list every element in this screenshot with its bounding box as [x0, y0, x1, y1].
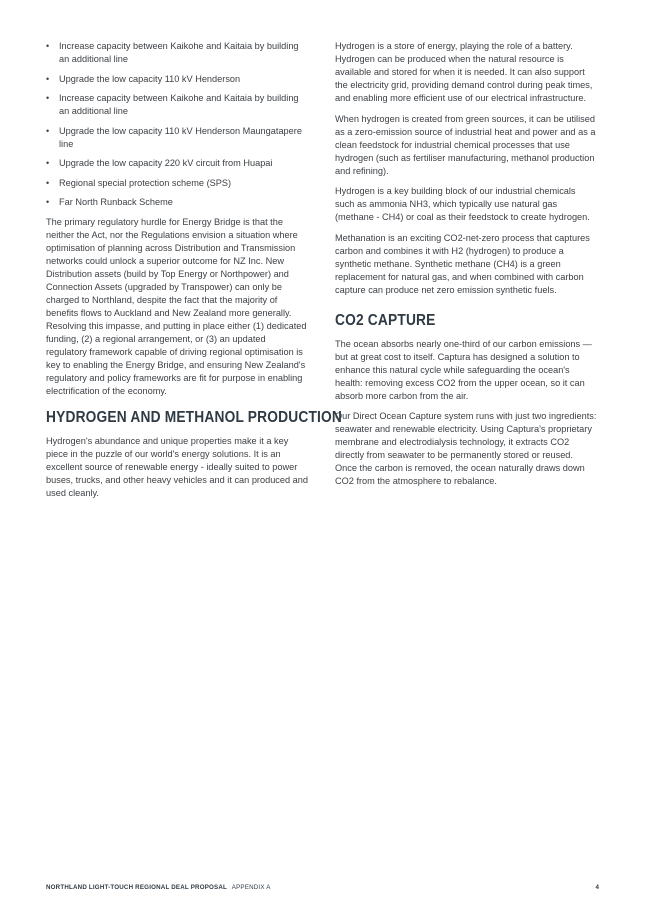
- hydrogen-section-heading: HYDROGEN AND METHANOL PRODUCTION: [46, 408, 343, 426]
- co2-capture-heading: CO2 CAPTURE: [335, 311, 436, 329]
- list-item: • Far North Runback Scheme: [46, 196, 308, 209]
- ocean-absorbs-paragraph: The ocean absorbs nearly one-third of our carbon emissions — but at great cost to itself. Captura has designed a solution to enhance this natural cycle while safeguarding the ocean's health: removing excess CO2 from the upper ocean, so it can absorb more carbon from the air.: [335, 338, 592, 401]
- direct-ocean-capture-paragraph: Our Direct Ocean Capture system runs with just two ingredients: seawater and renewable electricity. Using Captura's proprietary membrane and electrodialysis technology, it extracts CO2 directly from seawater to be permanently stored or reused. Once the carbon is removed, the ocean naturally draws down CO2 from the atmosphere to rebalance.: [335, 411, 597, 486]
- page-number: 4: [595, 884, 599, 891]
- list-item: • Increase capacity between Kaikohe and Kaitaia by building an additional line: [46, 92, 308, 118]
- page-footer: [46, 884, 599, 891]
- list-item: • Upgrade the low capacity 110 kV Henderson: [46, 73, 308, 86]
- right-column: [335, 40, 597, 496]
- chemicals-paragraph: Hydrogen is a key building block of our industrial chemicals such as ammonia NH3, which typically use natural gas (methane - CH4) or coal as their feedstock to create hydrogen.: [335, 186, 590, 222]
- list-item: • Upgrade the low capacity 220 kV circuit from Huapai: [46, 157, 308, 170]
- hydrogen-storage-paragraph: Hydrogen is a store of energy, playing the role of a battery. Hydrogen can be produced when the natural resource is available and stored for when it is needed. It can also support the electricity grid, providing demand control during peak times, and enabling more efficient use of our electrical infrastructure.: [335, 41, 593, 103]
- footer-title: NORTHLAND LIGHT-TOUCH REGIONAL DEAL PROPOSAL: [46, 884, 228, 891]
- list-item: • Regional special protection scheme (SPS): [46, 177, 308, 190]
- footer-subtitle: APPENDIX A: [231, 884, 271, 891]
- upgrade-list: [46, 40, 308, 209]
- green-hydrogen-paragraph: When hydrogen is created from green sources, it can be utilised as a zero-emission source of industrial heat and power and as a clean feedstock for industrial chemical processes that use hydrogen (such as fertiliser manufacturing, methanol production and refining).: [335, 113, 596, 176]
- left-column: [46, 40, 343, 507]
- methanation-paragraph: Methanation is an exciting CO2-net-zero process that captures carbon and combines it with H2 (hydrogen) to produce a synthetic methane. Synthetic methane (CH4) is a green replacement for natural gas, and when combined with carbon capture can produce net zero emission synthetic fuels.: [335, 232, 590, 295]
- regulatory-hurdle-paragraph: The primary regulatory hurdle for Energy Bridge is that the neither the Act, nor the Regulations envision a situation where optimisation of planning across Distribution and Transmission networks could unlock a superior outcome for NZ Inc. New Distribution assets (build by Top Energy or Northpower) and Connection Assets (upgraded by Transpower) can only be charged to Northland, despite the fact that the majority of benefits flows to Auckland and New Zealand more generally. Resolving this impasse, and putting in place either (1) dedicated funding, (2) a regional arrangement, or (3) an updated regulatory framework capable of driving regional optimisation is key to enabling the Energy Bridge, and ensuring New Zealand's regulatory and policy frameworks are fit for purpose in enabling electrification of the economy.: [46, 216, 307, 396]
- list-item: • Upgrade the low capacity 110 kV Henderson Maungatapere line: [46, 125, 308, 151]
- list-item: • Increase capacity between Kaikohe and Kaitaia by building an additional line: [46, 40, 308, 66]
- hydrogen-intro-paragraph: Hydrogen's abundance and unique properties make it a key piece in the puzzle of our world's energy solutions. It is an excellent source of renewable energy - ideally suited to power buses, trucks, and other heavy vehicles and it can produced and used cleanly.: [46, 435, 309, 498]
